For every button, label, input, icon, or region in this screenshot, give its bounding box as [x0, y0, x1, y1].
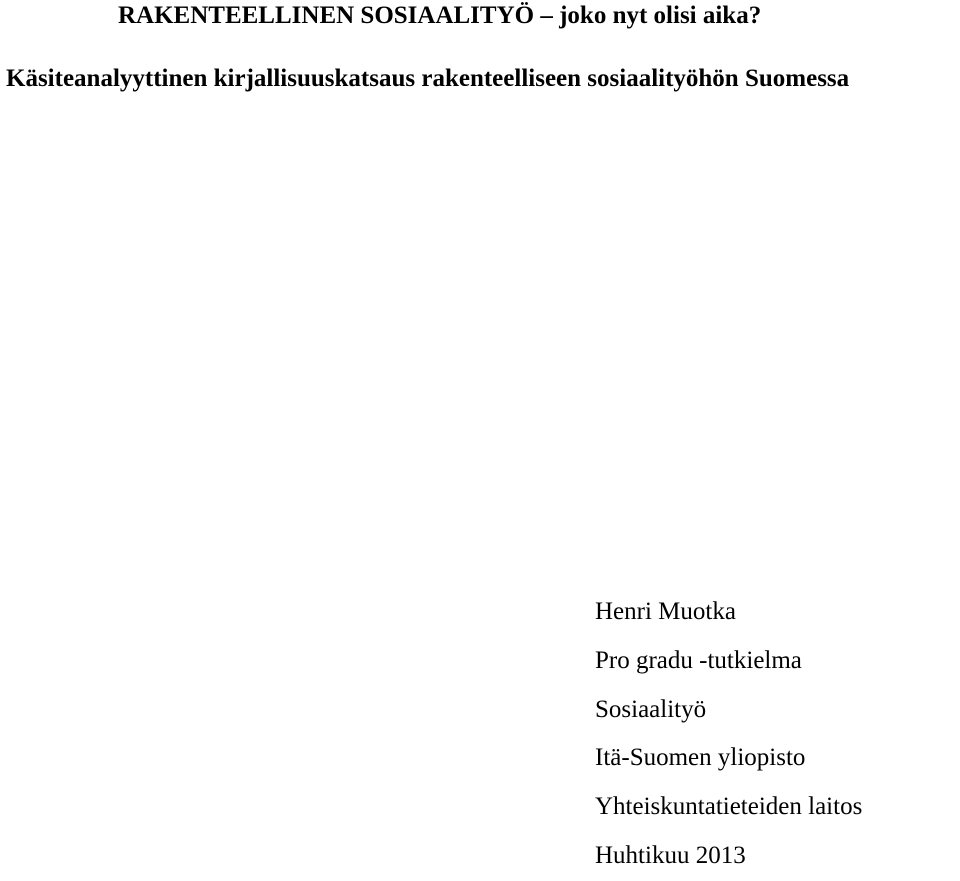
author-info-block [595, 588, 862, 881]
department: Yhteiskuntatieteiden laitos [595, 793, 863, 821]
document-title: RAKENTEELLINEN SOSIAALITYÖ – joko nyt olisi aika? [118, 2, 762, 29]
author-name: Henri Muotka [595, 598, 736, 625]
document-subtitle: Käsiteanalyyttinen kirjallisuuskatsaus rakenteelliseen sosiaalityöhön Suomessa [6, 65, 850, 92]
subject: Sosiaalityö [595, 695, 707, 723]
thesis-type: Pro gradu -tutkielma [595, 646, 802, 674]
date: Huhtikuu 2013 [595, 841, 746, 869]
university: Itä-Suomen yliopisto [595, 744, 806, 772]
